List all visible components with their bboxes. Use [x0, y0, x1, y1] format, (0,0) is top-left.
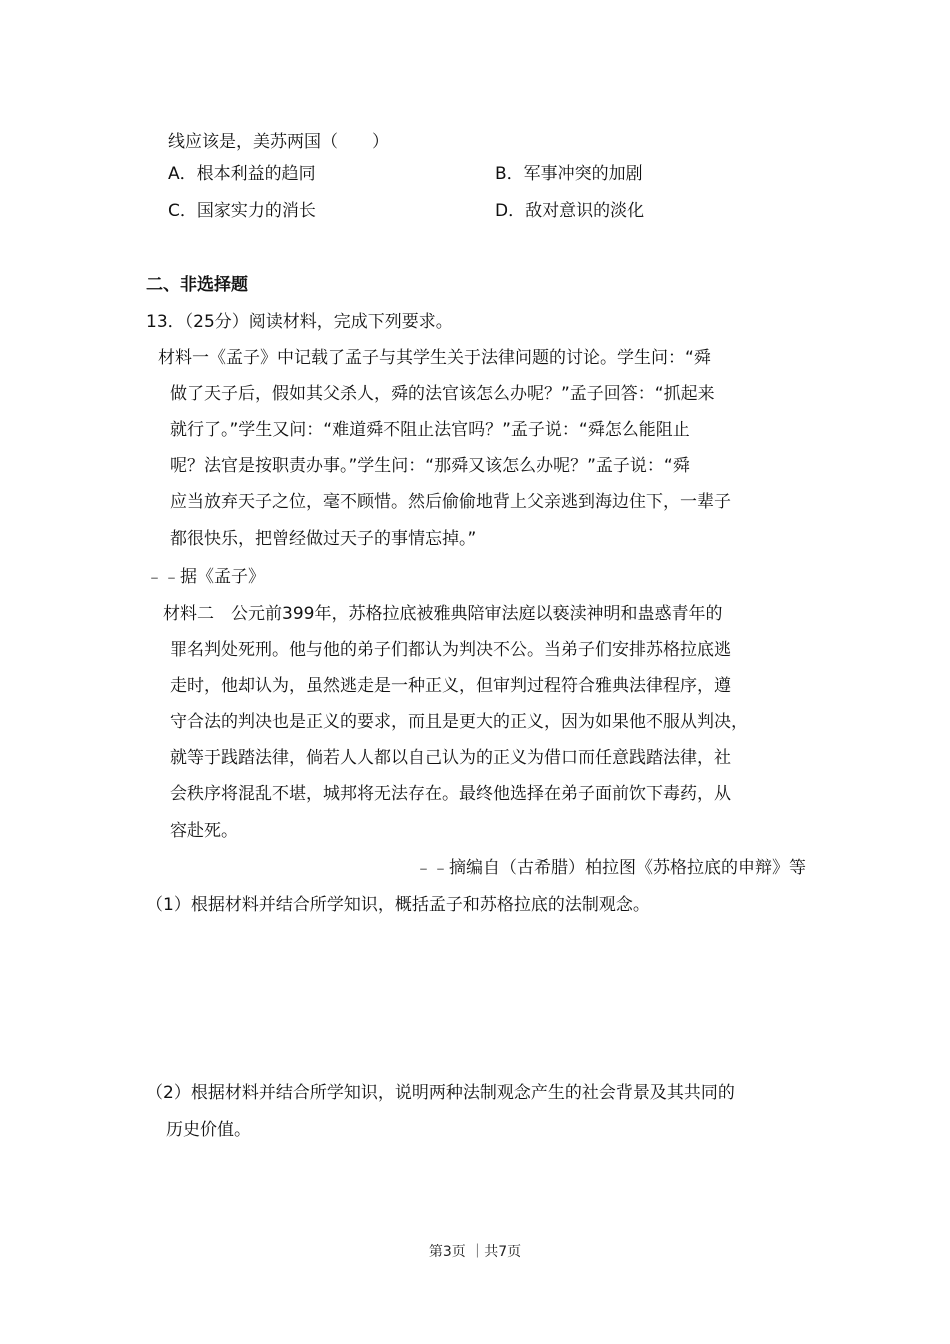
- material1-source: ﹣﹣据《孟子》: [146, 567, 265, 587]
- q12-option-a: A．根本利益的趋同: [168, 164, 316, 184]
- section-heading: 二、非选择题: [146, 275, 248, 295]
- q12-stem-tail: 线应该是，美苏两国（ ）: [168, 132, 389, 152]
- material1-line: 应当放弃天子之位，毫不顾惜。然后偷偷地背上父亲逃到海边住下，一辈子: [170, 492, 731, 512]
- material2-source: ﹣﹣摘编自（古希腊）柏拉图《苏格拉底的申辩》等: [415, 858, 806, 878]
- q12-option-b: B．军事冲突的加剧: [495, 164, 643, 184]
- material1-line: 都很快乐，把曾经做过天子的事情忘掉。”: [170, 529, 477, 549]
- subquestion-2-line: 历史价值。: [166, 1120, 251, 1140]
- q12-option-c: C．国家实力的消长: [168, 201, 316, 221]
- material2-line: 罪名判处死刑。他与他的弟子们都认为判决不公。当弟子们安排苏格拉底逃: [170, 640, 731, 660]
- material1-line: 就行了。”学生又问：“难道舜不阻止法官吗？”孟子说：“舜怎么能阻止: [170, 420, 690, 440]
- material1-line: 呢？法官是按职责办事。”学生问：“那舜又该怎么办呢？”孟子说：“舜: [170, 456, 690, 476]
- material2-line: 走时，他却认为，虽然逃走是一种正义，但审判过程符合雅典法律程序，遵: [170, 676, 731, 696]
- material2-line: 容赴死。: [170, 821, 238, 841]
- material2-line: 材料二 公元前399年，苏格拉底被雅典陪审法庭以亵渎神明和蛊惑青年的: [163, 604, 723, 624]
- subquestion-2-line: （2）根据材料并结合所学知识，说明两种法制观念产生的社会背景及其共同的: [146, 1083, 735, 1103]
- q12-option-d: D．敌对意识的淡化: [495, 201, 645, 221]
- subquestion-1: （1）根据材料并结合所学知识，概括孟子和苏格拉底的法制观念。: [146, 895, 650, 915]
- material2-line: 会秩序将混乱不堪，城邦将无法存在。最终他选择在弟子面前饮下毒药，从: [170, 784, 731, 804]
- material2-line: 守合法的判决也是正义的要求，而且是更大的正义，因为如果他不服从判决，: [170, 712, 748, 732]
- q13-stem: 13．（25分）阅读材料，完成下列要求。: [146, 312, 453, 332]
- material1-line: 材料一《孟子》中记载了孟子与其学生关于法律问题的讨论。学生问：“舜: [158, 348, 711, 368]
- material2-line: 就等于践踏法律，倘若人人都以自己认为的正义为借口而任意践踏法律，社: [170, 748, 731, 768]
- page-footer: 第3页 ｜共7页: [428, 1244, 522, 1260]
- material1-line: 做了天子后，假如其父杀人，舜的法官该怎么办呢？”孟子回答：“抓起来: [170, 384, 715, 404]
